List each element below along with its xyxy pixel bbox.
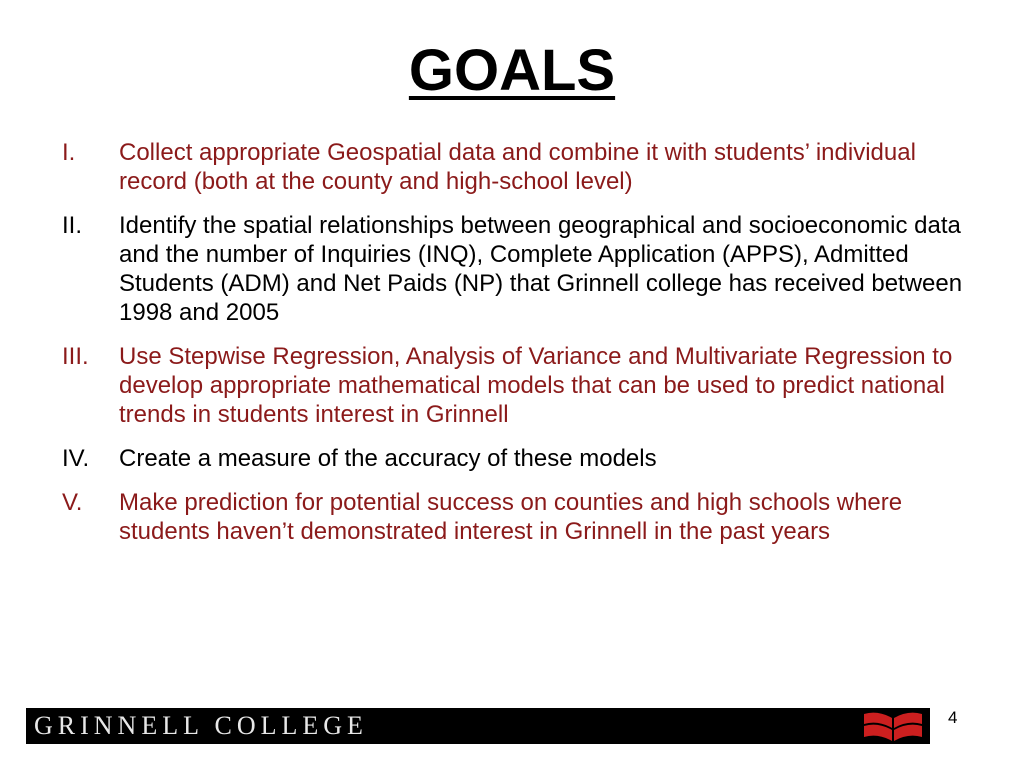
goal-item-5 [62, 488, 982, 546]
goal-number: V. [62, 489, 83, 516]
goal-number: II. [62, 212, 83, 239]
goal-text: Use Stepwise Regression, Analysis of Variance and Multivariate Regression to develop appropriate mathematical models that can be used to predict national trends in students interest in Grinnell [119, 343, 953, 428]
slide-title: GOALS [408, 38, 616, 103]
goal-text: Identify the spatial relationships between geographical and socioeconomic data and the number of Inquiries (INQ), Complete Application (APPS), Admitted Students (ADM) and Net Paids (NP) that Grinnell college has received between 1998 and 2005 [119, 212, 963, 326]
grinnell-book-logo-icon [860, 708, 926, 744]
goal-number: III. [62, 343, 89, 370]
goal-text: Create a measure of the accuracy of these models [119, 445, 657, 472]
goal-number: IV. [62, 445, 90, 472]
goal-item-3 [62, 342, 982, 429]
goal-number: I. [62, 139, 76, 166]
goal-item-2 [62, 211, 982, 327]
goal-item-4 [62, 444, 982, 473]
goals-list [62, 138, 982, 561]
goal-item-1 [62, 138, 982, 196]
goal-text: Collect appropriate Geospatial data and combine it with students’ individual record (both at the county and high-school level) [119, 139, 916, 195]
page-number: 4 [948, 708, 958, 727]
goal-text: Make prediction for potential success on counties and high schools where students haven’t demonstrated interest in Grinnell in the past years [119, 489, 903, 545]
footer-bar [26, 708, 930, 744]
college-name: GRINNELL COLLEGE [34, 711, 368, 740]
